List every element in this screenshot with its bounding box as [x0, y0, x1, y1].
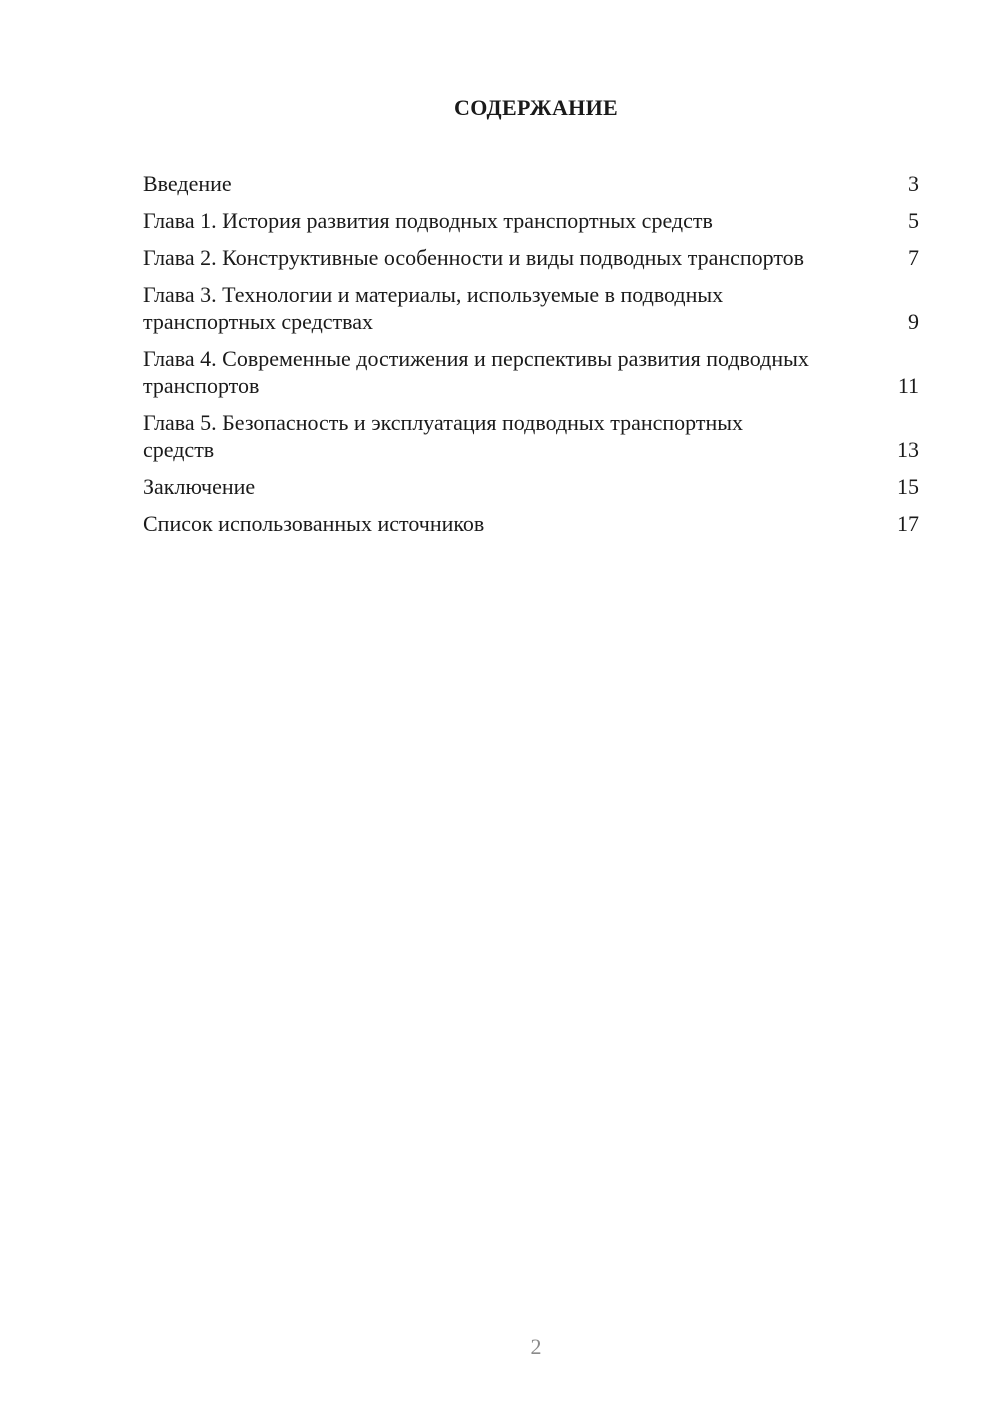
toc-entry-text: Глава 3. Технологии и материалы, используемые в подводных транспортных средствах — [143, 282, 724, 334]
toc-entry-text: Глава 1. История развития подводных транспортных средств — [143, 208, 713, 233]
toc-entry-chapter-4 — [143, 345, 919, 399]
toc-entry-chapter-2 — [143, 244, 919, 271]
toc-entry-page: 9 — [908, 309, 919, 334]
table-of-contents — [143, 170, 919, 547]
toc-entry-page: 15 — [897, 474, 919, 499]
toc-entry-page: 7 — [908, 245, 919, 270]
toc-entry-page: 5 — [908, 208, 919, 233]
toc-entry-page: 11 — [897, 373, 919, 398]
toc-entry-text: Глава 5. Безопасность и эксплуатация подводных транспортных средств — [143, 410, 744, 462]
page-number: 2 — [530, 1334, 542, 1359]
toc-entry-chapter-1 — [143, 207, 919, 234]
toc-entry-references — [143, 510, 919, 537]
toc-entry-page: 17 — [897, 511, 919, 536]
toc-entry-text: Глава 2. Конструктивные особенности и виды подводных транспортов — [143, 245, 805, 270]
toc-entry-page: 3 — [908, 171, 919, 196]
toc-entry-introduction — [143, 170, 919, 197]
toc-entry-text: Список использованных источников — [143, 511, 485, 536]
toc-entry-page: 13 — [897, 437, 919, 462]
toc-entry-text: Заключение — [143, 474, 256, 499]
toc-entry-text: Глава 4. Современные достижения и перспективы развития подводных транспортов — [143, 346, 809, 398]
toc-title: СОДЕРЖАНИЕ — [454, 95, 618, 120]
toc-entry-conclusion — [143, 473, 919, 500]
toc-entry-chapter-3 — [143, 281, 919, 335]
toc-entry-text: Введение — [143, 171, 232, 196]
toc-entry-chapter-5 — [143, 409, 919, 463]
